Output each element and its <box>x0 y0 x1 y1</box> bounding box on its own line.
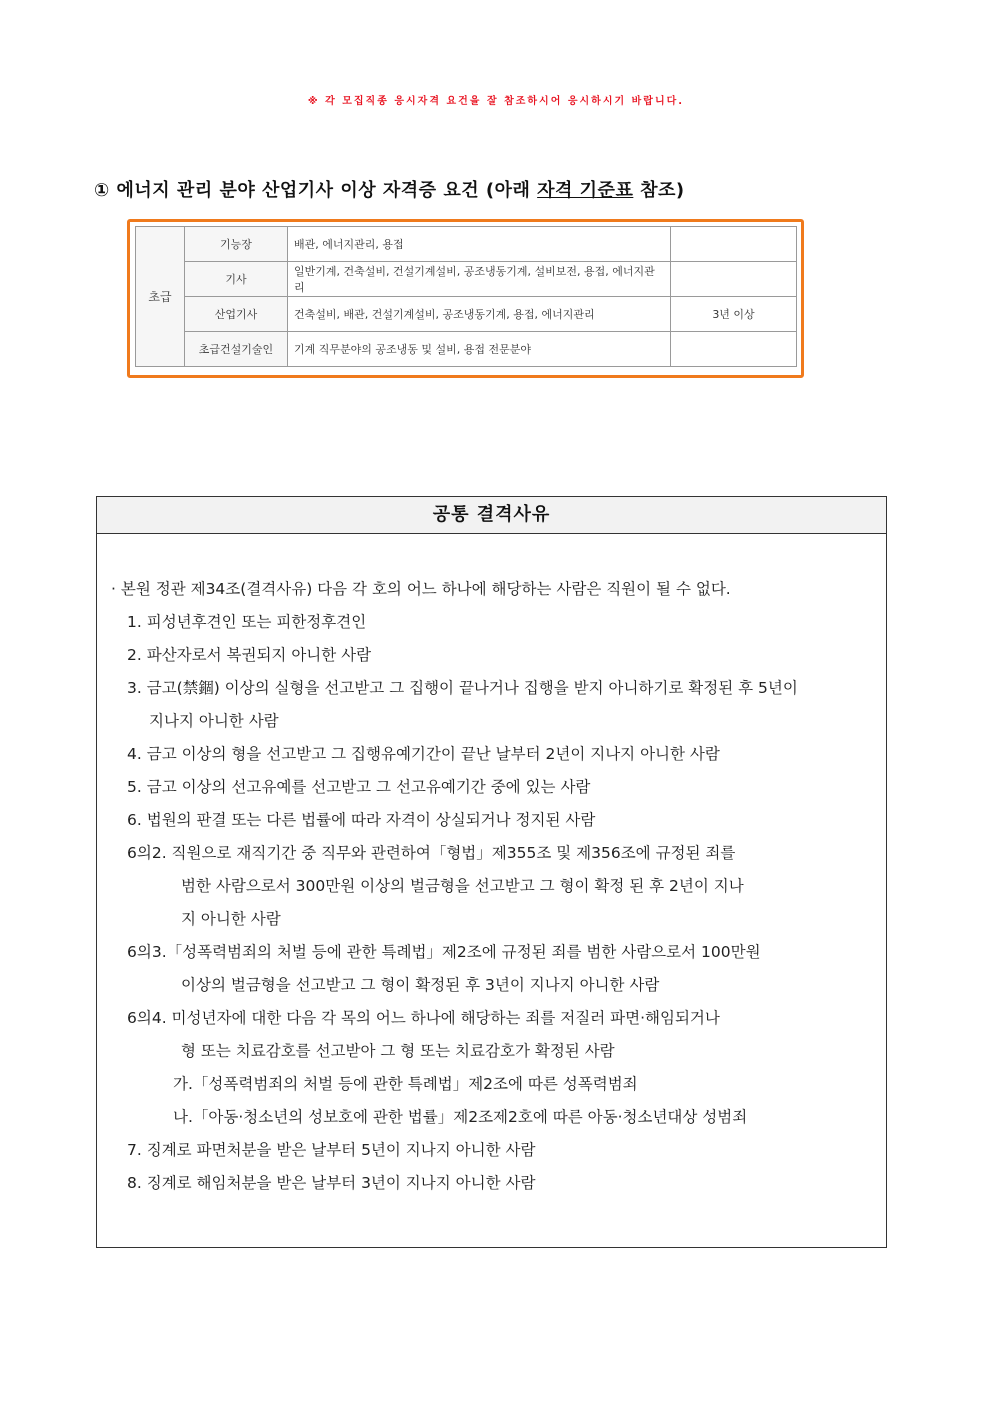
list-item: 나.「아동·청소년의 성보호에 관한 법률」제2조제2호에 따른 아동·청소년대상 성범죄 <box>173 1108 748 1126</box>
table-row <box>136 227 797 262</box>
qualification-name: 초급건설기술인 <box>185 332 288 367</box>
list-item: 7. 징계로 파면처분을 받은 날부터 5년이 지나지 아니한 사람 <box>127 1141 536 1159</box>
list-item: · 본원 정관 제34조(결격사유) 다음 각 호의 어느 하나에 해당하는 사람은 직원이 될 수 없다. <box>111 580 731 598</box>
qualification-fields: 배관, 에너지관리, 용접 <box>288 227 671 262</box>
list-item: 가.「성폭력범죄의 처벌 등에 관한 특례법」제2조에 따른 성폭력범죄 <box>173 1075 638 1093</box>
experience-cell <box>671 227 797 262</box>
list-item: 지나지 아니한 사람 <box>149 712 279 730</box>
qualification-fields: 건축설비, 배관, 건설기계설비, 공조냉동기계, 용접, 에너지관리 <box>288 297 671 332</box>
list-item: 3. 금고(禁錮) 이상의 실형을 선고받고 그 집행이 끝나거나 집행을 받지 아니하기로 확정된 후 5년이 <box>127 679 798 697</box>
experience-cell <box>671 332 797 367</box>
list-item: 지 아니한 사람 <box>181 910 281 928</box>
experience-cell: 3년 이상 <box>671 297 797 332</box>
experience-cell <box>671 262 797 297</box>
list-item: 8. 징계로 해임처분을 받은 날부터 3년이 지나지 아니한 사람 <box>127 1174 536 1192</box>
list-item: 이상의 벌금형을 선고받고 그 형이 확정된 후 3년이 지나지 아니한 사람 <box>181 976 660 994</box>
list-item: 5. 금고 이상의 선고유예를 선고받고 그 선고유예기간 중에 있는 사람 <box>127 778 591 796</box>
section-title-underlined: 자격 기준표 <box>537 180 634 201</box>
section-title-suffix: 참조) <box>633 180 685 201</box>
qualification-name: 기사 <box>185 262 288 297</box>
list-item: 범한 사람으로서 300만원 이상의 벌금형을 선고받고 그 형이 확정 된 후 2년이 지나 <box>181 877 744 895</box>
qualification-name: 기능장 <box>185 227 288 262</box>
disqualification-title: 공통 결격사유 <box>97 497 886 534</box>
table-row <box>136 262 797 297</box>
table-row <box>136 332 797 367</box>
list-item: 형 또는 치료감호를 선고받아 그 형 또는 치료감호가 확정된 사람 <box>181 1042 615 1060</box>
disqualification-box <box>96 496 887 1248</box>
qualification-name: 산업기사 <box>185 297 288 332</box>
section-title <box>94 176 685 202</box>
list-item: 6의3.「성폭력범죄의 처벌 등에 관한 특례법」제2조에 규정된 죄를 범한 사람으로서 100만원 <box>127 943 761 961</box>
section-title-prefix: ① 에너지 관리 분야 산업기사 이상 자격증 요건 (아래 <box>94 180 538 201</box>
qualification-fields: 일반기계, 건축설비, 건설기계설비, 공조냉동기계, 설비보전, 용접, 에너지관리 <box>288 262 671 297</box>
list-item: 6의2. 직원으로 재직기간 중 직무와 관련하여「형법」제355조 및 제356조에 규정된 죄를 <box>127 844 736 862</box>
list-item: 2. 파산자로서 복권되지 아니한 사람 <box>127 646 372 664</box>
grade-cell: 초급 <box>136 227 185 367</box>
table-row <box>136 297 797 332</box>
list-item: 4. 금고 이상의 형을 선고받고 그 집행유예기간이 끝난 날부터 2년이 지나지 아니한 사람 <box>127 745 720 763</box>
qualification-table <box>135 226 797 367</box>
list-item: 6의4. 미성년자에 대한 다음 각 목의 어느 하나에 해당하는 죄를 저질러 파면·해임되거나 <box>127 1009 720 1027</box>
list-item: 6. 법원의 판결 또는 다른 법률에 따라 자격이 상실되거나 정지된 사람 <box>127 811 596 829</box>
qualification-fields: 기계 직무분야의 공조냉동 및 설비, 용접 전문분야 <box>288 332 671 367</box>
qualification-table-frame <box>127 219 804 378</box>
list-item: 1. 피성년후견인 또는 피한정후견인 <box>127 613 367 631</box>
notice-text: ※ 각 모집직종 응시자격 요건을 잘 참조하시어 응시하시기 바랍니다. <box>307 96 685 107</box>
